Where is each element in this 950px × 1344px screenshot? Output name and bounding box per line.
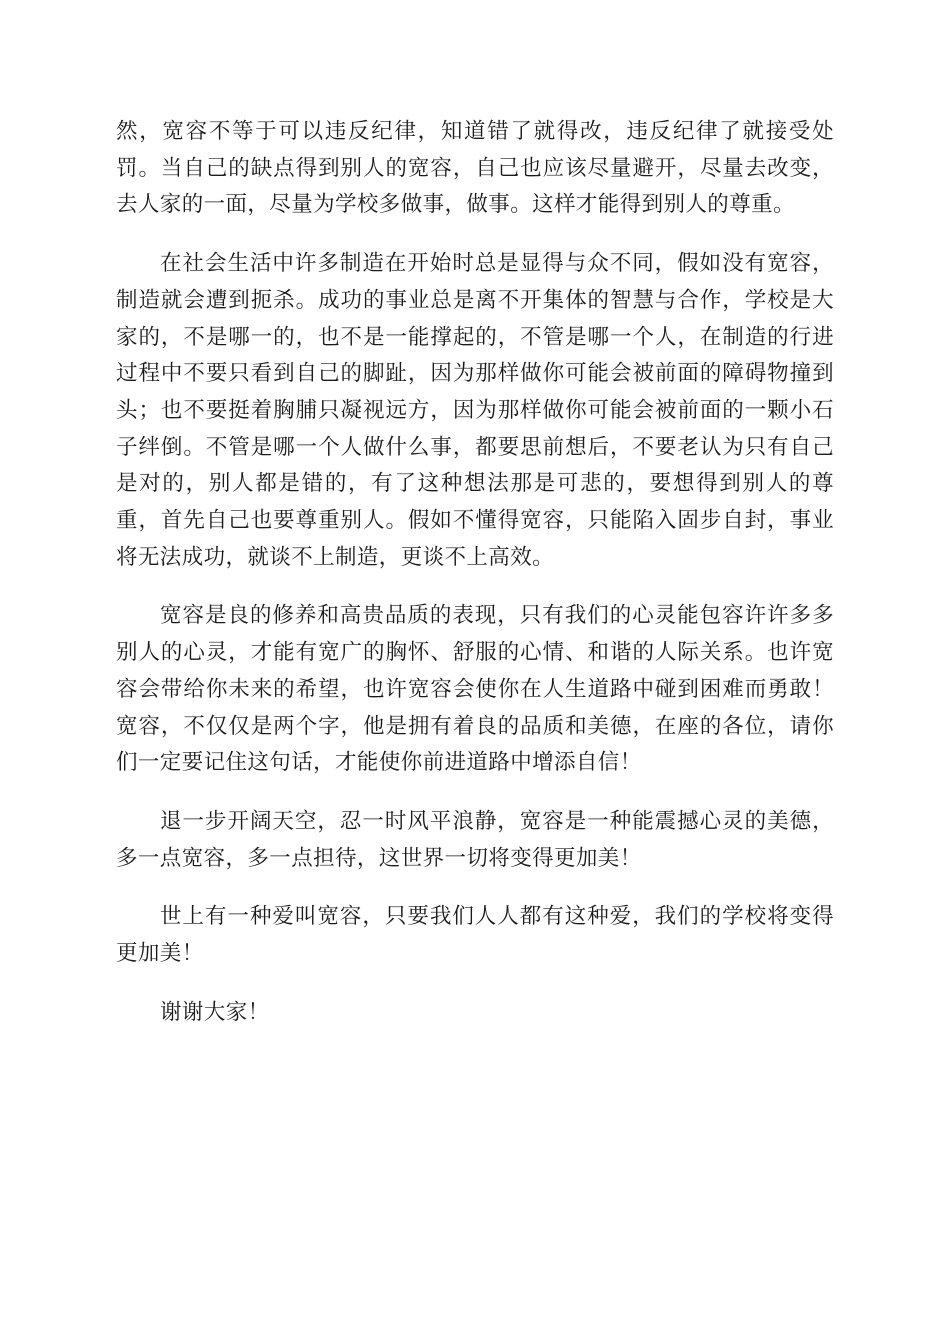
paragraph-4: 退一步开阔天空，忍一时风平浪静，宽容是一种能震撼心灵的美德，多一点宽容，多一点担待，这世界一切将变得更加美！ xyxy=(116,808,834,871)
closing-line: 谢谢大家！ xyxy=(160,999,270,1025)
paragraph-2: 在社会生活中许多制造在开始时总是显得与众不同，假如没有宽容，制造就会遭到扼杀。成功的事业总是离不开集体的智慧与合作，学校是大家的，不是哪一的，也不是一能撑起的，不管是哪一个人，在制造的行进过程中不要只看到自己的脚趾，因为那样做你可能会被前面的障碍物撞到头；也不要挺着胸脯只凝视远方，因为那样做你可能会被前面的一颗小石子绊倒。不管是哪一个人做什么事，都要思前想后，不要老认为只有自己是对的，别人都是错的，有了这种想法那是可悲的，要想得到别人的尊重，首先自己也要尊重别人。假如不懂得宽容，只能陷入固步自封，事业将无法成功，就谈不上制造，更谈不上高效。 xyxy=(116,251,834,570)
paragraph-3: 宽容是良的修养和高贵品质的表现，只有我们的心灵能包容许许多多别人的心灵，才能有宽广的胸怀、舒服的心情、和谐的人际关系。也许宽容会带给你未来的希望，也许宽容会使你在人生道路中碰到困难而勇敢！宽容，不仅仅是两个字，他是拥有着良的品质和美德，在座的各位，请你们一定要记住这句话，才能使你前进道路中增添自信！ xyxy=(116,603,834,776)
document-body xyxy=(116,114,834,1053)
paragraph-1: 然，宽容不等于可以违反纪律，知道错了就得改，违反纪律了就接受处罚。当自己的缺点得到别人的宽容，自己也应该尽量避开，尽量去改变，去人家的一面，尽量为学校多做事，做事。这样才能得到别人的尊重。 xyxy=(116,119,834,218)
paragraph-5: 世上有一种爱叫宽容，只要我们人人都有这种爱，我们的学校将变得更加美！ xyxy=(116,904,834,967)
